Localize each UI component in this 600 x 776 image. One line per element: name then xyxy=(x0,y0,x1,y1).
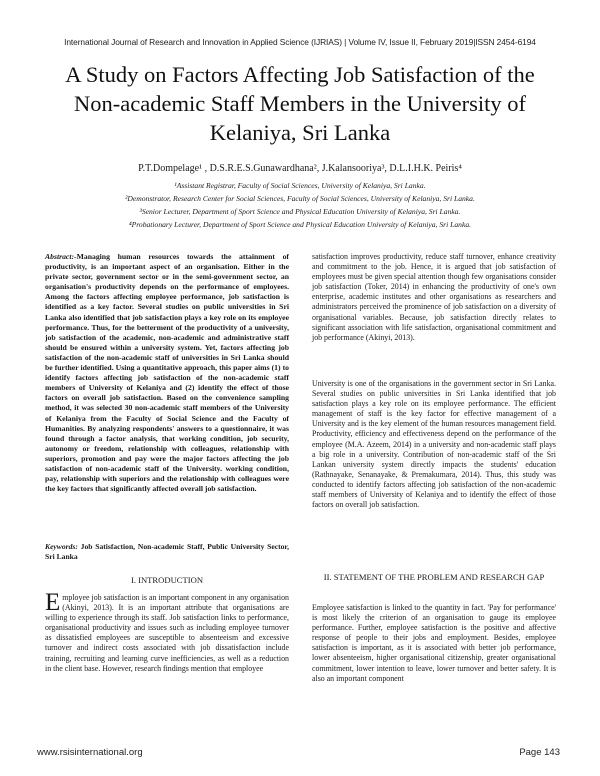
affiliation-3: ³Senior Lecturer, Department of Sport Science and Physical Education University of Kelaniya, Sri Lanka. xyxy=(139,207,461,216)
section-heading-introduction: I. INTRODUCTION xyxy=(130,575,204,585)
problem-statement-paragraph: Employee satisfaction is linked to the quantity in fact. 'Pay for performance' is most likely the criterion of an organisation to gauge its employee performance. Further, employee satisfaction is the positive and affective response of people to their jobs and employment. Besides, employee satisfaction is important, as it is associated with better job performance, lower absenteeism, higher organisational citizenship, greater organisational commitment, lower intention to leave, lower turnover and better safety. It is also an important component xyxy=(312,603,556,683)
paper-title: A Study on Factors Affecting Job Satisfaction of the Non-academic Staff Members in the University of Kelaniya, Sri Lanka xyxy=(65,62,535,145)
affiliation-4: ⁴Probationary Lecturer, Department of Sport Science and Physical Education University of Kelaniya, Sri Lanka. xyxy=(128,220,472,229)
keywords xyxy=(45,542,289,562)
author-list: P.T.Dompelage¹ , D.S.R.E.S.Gunawardhana², J.Kalansooriya³, D.L.I.H.K. Peiris⁴ xyxy=(138,163,462,174)
body-paragraph: University is one of the organisations in the government sector in Sri Lanka. Several studies on public universities in Sri Lanka identified that job satisfaction plays a key role on its employee performance. The efficient management of staff is the key factor for effective management of a University and is the key element of the human resources management field. Productivity, efficiency and effectiveness depend on the performance of the employee (M.A. Azeem, 2014) in a university and non-academic staff plays a big role in a university. Contribution of non-academic staff of the Sri Lankan university system directly impacts the students' education (Rathnayake, Senanayake, & Premakumara, 2014). Thus, this study was conducted to identify factors affecting job satisfaction of the non-academic staff members of University of Kelaniya and to identify the effect of those factors on overall job satisfaction. xyxy=(312,379,556,510)
keywords-text: Job Satisfaction, Non-academic Staff, Public University Sector, Sri Lanka xyxy=(45,542,289,561)
journal-header: International Journal of Research and Innovation in Applied Science (IJRIAS) | Volume IV, Issue II, February 2019|ISSN 2454-6194 xyxy=(64,37,536,47)
introduction-paragraph xyxy=(45,589,289,674)
section-heading-problem-statement: II. STATEMENT OF THE PROBLEM AND RESEARCH GAP xyxy=(323,572,545,582)
abstract-text: Managing human resources towards the attainment of productivity, is an important aspect of an organisation. Either in the private sector, government sector or in the semi-government sector, an organisation's productivity depends on the performance of employees. Among the factors affecting employee performance, job satisfaction is identified as a key factor. Several studies on public universities in Sri Lanka also identified that job satisfaction plays a key role on its employee performance. Thus, for the betterment of the productivity of a university, job satisfaction of the academic, non-academic and administrative staff should be ensured within a university system. Yet, factors affecting job satisfaction of the non-academic staff of universities in Sri Lanka should be further identified. Using a quantitative approach, this paper aims (1) to identify factors affecting job satisfaction of the non-academic staff members of University of Kelaniya and (2) identify the effect of those factors on overall job satisfaction. Based on the convenience sampling method, it was selected 30 non-academic staff members of the University of Kelaniya from the Faculty of Social Science and the Faculty of Humanities. By analyzing respondents' answers to a questionnaire, it was found through a factor analysis, that working condition, job security, autonomy or freedom, relationship with colleagues, relationship with superiors, promotion and pay were the major factors affecting the job satisfaction of non-academic staff of the University. working condition, pay, relationship with superiors and the relationship with colleagues were the key factors that significantly affected overall job satisfaction. xyxy=(45,252,289,494)
drop-cap: E xyxy=(45,589,61,616)
abstract-label: Abstract:- xyxy=(45,252,77,261)
page-number: Page 143 xyxy=(519,747,560,758)
body-paragraph: satisfaction improves productivity, reduce staff turnover, enhance creativity and commitment to the job. Hence, it is argued that job satisfaction of employees must be given special attention though few organisations consider job satisfaction (Toker, 2014) in enhancing the productivity of one's own enterprise, academic institutes and other organisations as researchers and administrators perceived the prominence of job satisfaction on a diversity of organisational variables. Because, job satisfaction directly relates to significant association with life satisfaction, organisational commitment and job performance (Akinyi, 2013). xyxy=(312,252,556,342)
introduction-text: mployee job satisfaction is an important component in any organisation (Akinyi, 2013). It is an important attribute that organisations are willing to experience through its staff. Job satisfaction links to performance, organisational productivity and issues such as including employee turnover as dissatisfied employees are susceptible to absenteeism and excessive turnover and indirect costs associated with job dissatisfaction include training, recruiting and learning curve inefficiencies, as well as a reduction in the client base. However, research findings mention that employee xyxy=(45,593,289,673)
affiliation-2: ²Demonstrator, Research Center for Social Sciences, Faculty of Social Sciences, University of Kelaniya, Sri Lanka. xyxy=(125,194,475,203)
footer-website: www.rsisinternational.org xyxy=(37,747,143,758)
keywords-label: Keywords: xyxy=(45,542,78,551)
affiliation-1: ¹Assistant Registrar, Faculty of Social Sciences, University of Kelaniya, Sri Lanka. xyxy=(174,181,426,190)
abstract xyxy=(45,252,289,494)
